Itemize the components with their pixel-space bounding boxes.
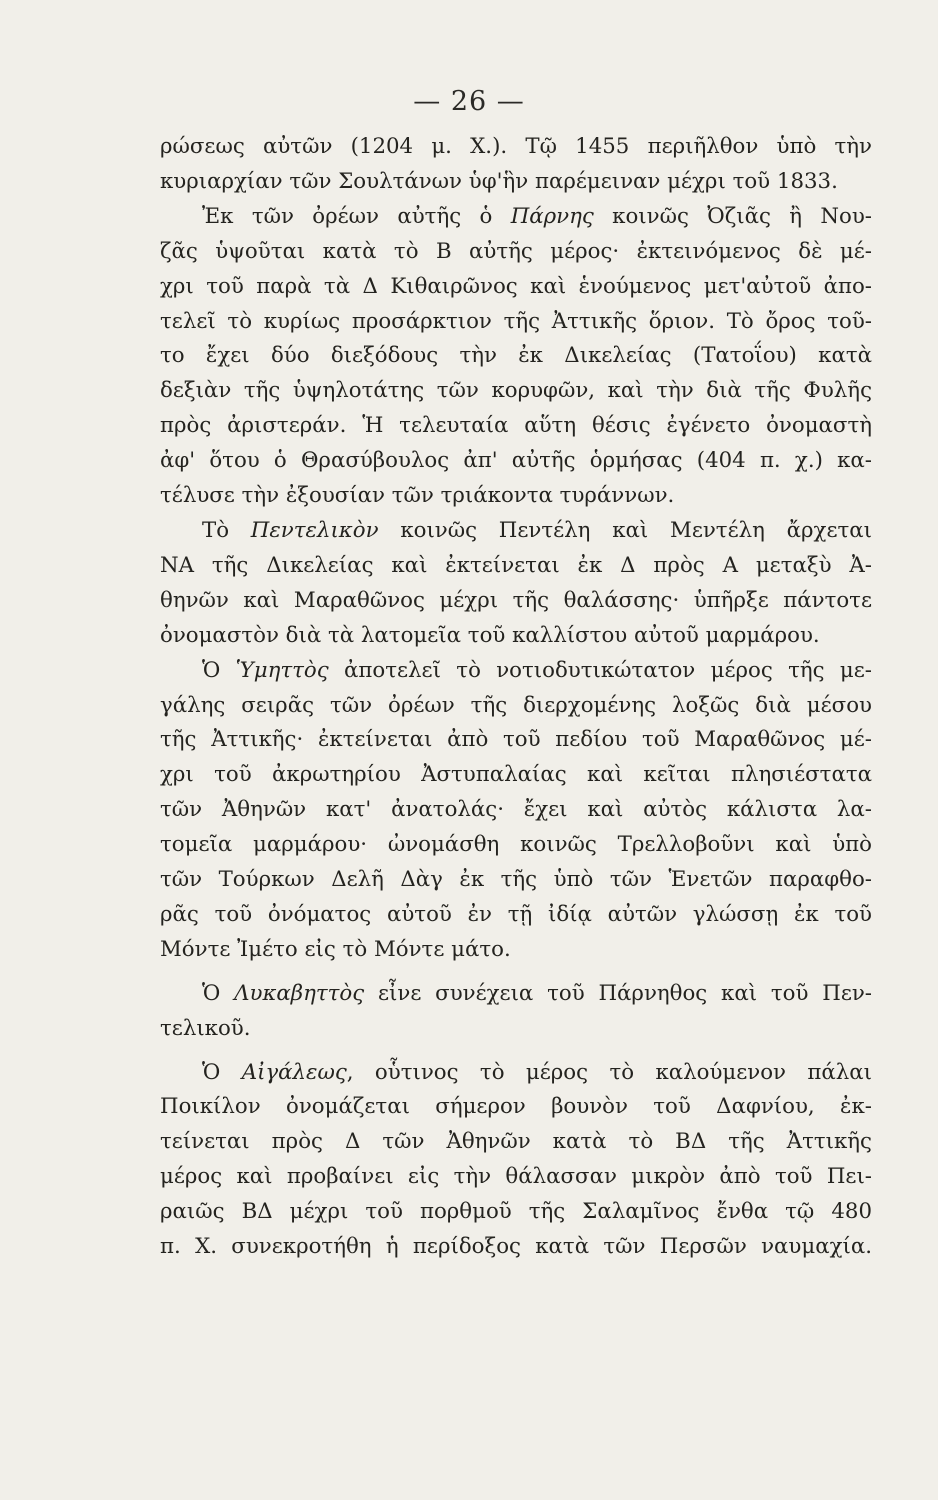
text-line: μέρος καὶ προβαίνει εἰς τὴν θάλασσαν μικρὸν ἀπὸ τοῦ Πει- <box>160 1164 872 1190</box>
paragraph <box>160 514 872 654</box>
text-line <box>160 1056 872 1091</box>
text-line: ΝΑ τῆς Δικελείας καὶ ἐκτείνεται ἐκ Δ πρὸς Α μεταξὺ Ἀ- <box>160 552 872 578</box>
mountain-name: Πάρνης <box>510 203 594 229</box>
line-text: Τὸ <box>202 517 251 543</box>
mountain-name: Αἰγάλεως <box>241 1059 347 1085</box>
body-text <box>160 130 872 1265</box>
mountain-name: Λυκαβηττὸς <box>234 980 365 1006</box>
text-line <box>160 200 872 235</box>
text-line: Μόντε Ἰμέτο εἰς τὸ Μόντε μάτο. <box>160 936 511 962</box>
text-line: δεξιὰν τῆς ὑψηλοτάτης τῶν κορυφῶν, καὶ τὴν διὰ τῆς Φυλῆς <box>160 378 872 404</box>
text-line: τείνεται πρὸς Δ τῶν Ἀθηνῶν κατὰ τὸ ΒΔ τῆς Ἀττικῆς <box>160 1129 872 1155</box>
text-line: π. Χ. συνεκροτήθη ἡ περίδοξος κατὰ τῶν Περσῶν ναυμαχία. <box>160 1234 872 1260</box>
text-line: τελεῖ τὸ κυρίως προσάρκτιον τῆς Ἀττικῆς ὅριον. Τὸ ὄρος τοῦ- <box>160 308 872 334</box>
paragraph-gap <box>160 968 872 977</box>
paragraph <box>160 654 872 968</box>
line-text: Ὁ <box>202 657 236 683</box>
paragraph <box>160 200 872 514</box>
text-line: χρι τοῦ ἀκρωτηρίου Ἀστυπαλαίας καὶ κεῖται πλησιέστατα <box>160 762 872 788</box>
text-line: ἀφ' ὅτου ὁ Θρασύβουλος ἀπ' αὐτῆς ὁρμήσας (404 π. χ.) κα- <box>160 448 872 474</box>
text-line: κυριαρχίαν τῶν Σουλτάνων ὑφ'ἣν παρέμειναν μέχρι τοῦ 1833. <box>160 168 838 194</box>
line-text: , οὗτινος τὸ μέρος τὸ καλούμενον πάλαι <box>346 1059 872 1085</box>
paragraph <box>160 130 872 200</box>
line-text: κοινῶς Πεντέλη καὶ Μεντέλη ἄρχεται <box>378 517 872 543</box>
line-text: ἀποτελεῖ τὸ νοτιοδυτικώτατον μέρος τῆς με- <box>328 657 872 683</box>
text-line: ρώσεως αὐτῶν (1204 μ. Χ.). Τῷ 1455 περιῆλθον ὑπὸ τὴν <box>160 134 872 159</box>
text-line: ὀνομαστὸν διὰ τὰ λατομεῖα τοῦ καλλίστου αὐτοῦ μαρμάρου. <box>160 622 820 648</box>
line-text: κοινῶς Ὀζιᾶς ἢ Νου- <box>593 203 872 229</box>
text-line: το ἔχει δύο διεξόδους τὴν ἐκ Δικελείας (Τατοΐου) κατὰ <box>160 343 872 369</box>
text-line: τέλυσε τὴν ἐξουσίαν τῶν τριάκοντα τυράννων. <box>160 483 675 509</box>
text-line <box>160 514 872 549</box>
text-line: χρι τοῦ παρὰ τὰ Δ Κιθαιρῶνος καὶ ἑνούμενος μετ'αὐτοῦ ἀπο- <box>160 273 872 299</box>
text-line: θηνῶν καὶ Μαραθῶνος μέχρι τῆς θαλάσσης· ὑπῆρξε πάντοτε <box>160 587 872 613</box>
text-line <box>160 977 872 1012</box>
mountain-name: Ὑμηττὸς <box>235 657 329 683</box>
text-line: τῶν Ἀθηνῶν κατ' ἀνατολάς· ἔχει καὶ αὐτὸς κάλιστα λα- <box>160 797 872 823</box>
mountain-name: Πεντελικὸν <box>250 517 379 543</box>
paragraph <box>160 1056 872 1265</box>
text-line: πρὸς ἀριστεράν. Ἡ τελευταία αὕτη θέσις ἐγένετο ὀνομαστὴ <box>160 413 872 439</box>
line-text: Ὁ <box>202 980 235 1006</box>
text-line: Ποικίλον ὀνομάζεται σήμερον βουνὸν τοῦ Δαφνίου, ἐκ- <box>160 1094 872 1120</box>
text-line: τελικοῦ. <box>160 1015 251 1041</box>
text-line: τῶν Τούρκων Δελῆ Δὰγ ἐκ τῆς ὑπὸ τῶν Ἑνετῶν παραφθο- <box>160 867 872 893</box>
line-text: εἶνε συνέχεια τοῦ Πάρνηθος καὶ τοῦ Πεν- <box>364 980 873 1006</box>
text-line: ρᾶς τοῦ ὀνόματος αὐτοῦ ἐν τῇ ἰδίᾳ αὐτῶν γλώσσῃ ἐκ τοῦ <box>160 901 872 927</box>
text-line: τομεῖα μαρμάρου· ὠνομάσθη κοινῶς Τρελλοβοῦνι καὶ ὑπὸ <box>160 832 872 858</box>
text-line: γάλης σειρᾶς τῶν ὀρέων τῆς διερχομένης λοξῶς διὰ μέσου <box>160 692 872 718</box>
text-line: ζᾶς ὑψοῦται κατὰ τὸ Β αὐτῆς μέρος· ἐκτεινόμενος δὲ μέ- <box>160 238 872 264</box>
line-text: Ὁ <box>202 1059 242 1085</box>
text-line: τῆς Ἀττικῆς· ἐκτείνεται ἀπὸ τοῦ πεδίου τοῦ Μαραθῶνος μέ- <box>160 727 872 753</box>
text-line <box>160 654 872 689</box>
line-text: Ἐκ τῶν ὀρέων αὐτῆς ὁ <box>202 203 511 229</box>
paragraph-gap <box>160 1047 872 1056</box>
text-line: ραιῶς ΒΔ μέχρι τοῦ πορθμοῦ τῆς Σαλαμῖνος ἔνθα τῷ 480 <box>160 1199 872 1225</box>
paragraph <box>160 977 872 1047</box>
page-number: — 26 — <box>413 86 525 117</box>
